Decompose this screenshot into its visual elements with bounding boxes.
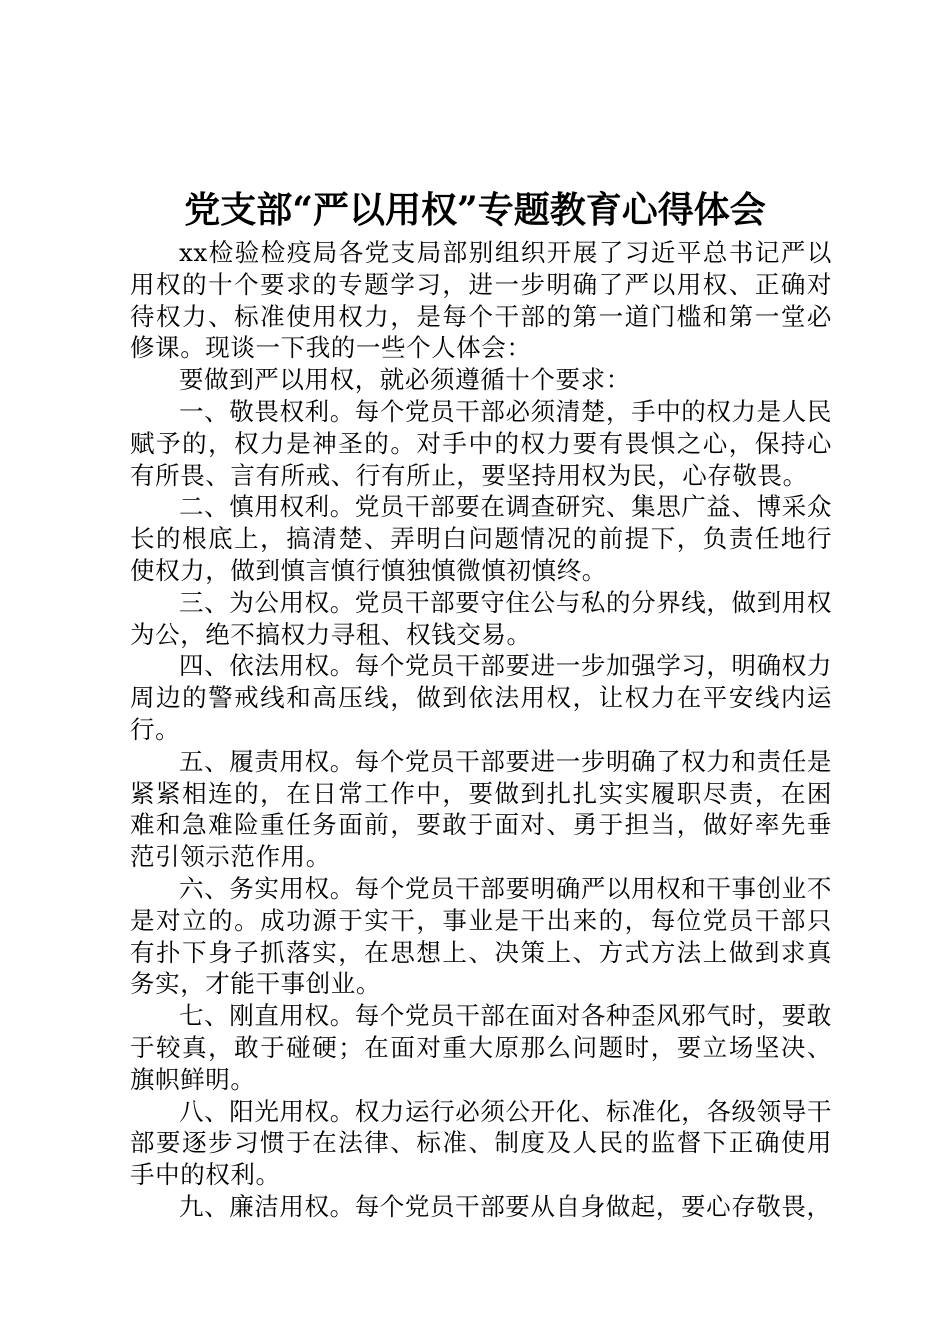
paragraph-item-4: 四、依法用权。每个党员干部要进一步加强学习，明确权力周边的警戒线和高压线，做到依法用权，让权力在平安线内运行。 — [130, 651, 832, 744]
paragraph-item-8: 八、阳光用权。权力运行必须公开化、标准化，各级领导干部要逐步习惯于在法律、标准、制度及人民的监督下正确使用手中的权利。 — [130, 1096, 832, 1190]
paragraph-item-7: 七、刚直用权。每个党员干部在面对各种歪风邪气时，要敢于较真，敢于碰硬；在面对重大原那么问题时，要立场坚决、旗帜鲜明。 — [130, 1001, 832, 1094]
paragraph-item-3: 三、为公用权。党员干部要守住公与私的分界线，做到用权为公，绝不搞权力寻租、权钱交易。 — [130, 587, 832, 649]
paragraph-item-9: 九、廉洁用权。每个党员干部要从自身做起，要心存敬畏， — [179, 1191, 832, 1221]
paragraph-item-6: 六、务实用权。每个党员干部要明确严以用权和干事创业不是对立的。成功源于实干，事业是干出来的，每位党员干部只有扑下身子抓落实，在思想上、决策上、方式方法上做到求真务实，才能干事创业。 — [130, 873, 832, 999]
paragraph-item-2: 二、慎用权利。党员干部要在调查研究、集思广益、博采众长的根底上，搞清楚、弄明白问题情况的前提下，负责任地行使权力，做到慎言慎行慎独慎微慎初慎终。 — [130, 492, 832, 585]
document-title: 党支部“严以用权”专题教育心得体会 — [184, 189, 766, 231]
document-body — [130, 237, 832, 1223]
paragraph-intro: xx检验检疫局各党支局部别组织开展了习近平总书记严以用权的十个要求的专题学习，进一步明确了严以用权、正确对待权力、标准使用权力，是每个干部的第一道门槛和第一堂必修课。现谈一下我的一些个人体会： — [130, 238, 832, 363]
paragraph-requirements-lead: 要做到严以用权，就必须遵循十个要求： — [179, 365, 631, 395]
paragraph-item-5: 五、履责用权。每个党员干部要进一步明确了权力和责任是紧紧相连的，在日常工作中，要做到扎扎实实履职尽责，在困难和急难险重任务面前，要敢于面对、勇于担当，做好率先垂范引领示范作用。 — [130, 746, 832, 872]
paragraph-item-1: 一、敬畏权利。每个党员干部必须清楚，手中的权力是人民赋予的，权力是神圣的。对手中的权力要有畏惧之心，保持心有所畏、言有所戒、行有所止，要坚持用权为民，心存敬畏。 — [130, 396, 832, 490]
